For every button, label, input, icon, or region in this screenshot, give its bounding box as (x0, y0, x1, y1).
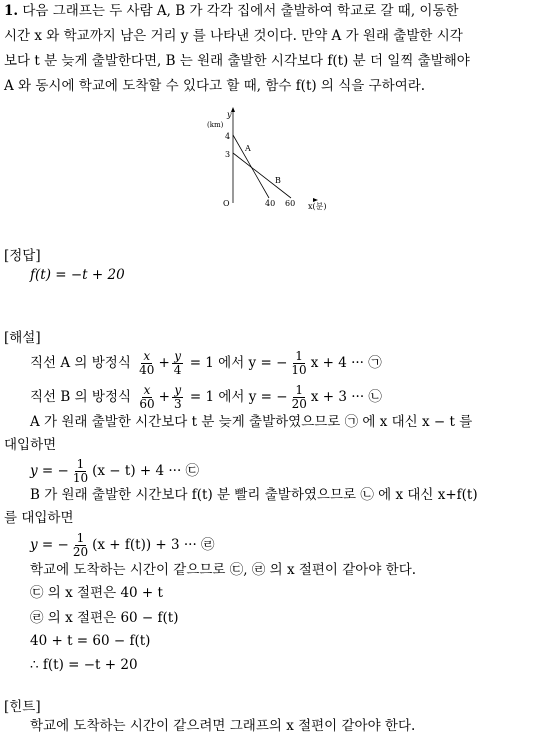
x-tick-60: 60 (285, 199, 296, 208)
y-tick-3: 3 (225, 150, 231, 159)
x-axis-label: x(분) (308, 202, 327, 211)
distance-time-graph (205, 105, 345, 215)
c-intercept: ㉢ 의 x 절편은 40 + t (30, 585, 163, 601)
x-tick-40: 40 (265, 199, 276, 208)
hint-header: [힌트] (4, 699, 41, 715)
line-b-label: B (275, 176, 281, 185)
y-tick-4: 4 (225, 132, 231, 141)
problem-number: 1. (4, 3, 19, 19)
y-axis-unit: (km) (207, 121, 224, 129)
y-axis-label: y (227, 110, 232, 119)
y-axis-arrow (231, 107, 235, 112)
line-a-equation: 직선 A 의 방정식 $\frac{x}{40}$ + $\frac{y}{4}$ = 1 에서 y = − $\frac{1}{10}$ x + 4 ··· ㉠ (30, 349, 382, 377)
problem-line-4: A 와 동시에 학교에 도착할 수 있다고 할 때, 함수 f(t) 의 식을 구하여라. (4, 78, 426, 94)
origin-label: O (223, 199, 230, 208)
same-time-statement: 학교에 도착하는 시간이 같으므로 ㉢, ㉣ 의 x 절편이 같아야 한다. (30, 562, 417, 578)
a-late-line-1: A 가 원래 출발한 시간보다 t 분 늦게 출발하였으므로 ㉠ 에 x 대신 x − t 를 (30, 414, 473, 430)
b-early-line-1: B 가 원래 출발한 시간보다 f(t) 분 빨리 출발하였으므로 ㉡ 에 x 대신 x+f(t) (30, 487, 478, 503)
line-a-label: A (245, 144, 251, 153)
line-b-equation: 직선 B 의 방정식 $\frac{x}{60}$ + $\frac{y}{3}$ = 1 에서 y = − $\frac{1}{20}$ x + 3 ··· ㉡ (30, 383, 382, 411)
answer-header: [정답] (4, 248, 41, 264)
problem-line-2: 시간 x 와 학교까지 남은 거리 y 를 나타낸 것이다. 만약 A 가 원래 출발한 시각 (4, 28, 463, 44)
d-intercept: ㉣ 의 x 절편은 60 − f(t) (30, 610, 179, 626)
solution-header: [해설] (4, 330, 41, 346)
equality: 40 + t = 60 − f(t) (30, 633, 151, 649)
problem-line-1: 1. 다음 그래프는 두 사람 A, B 가 각각 집에서 출발하여 학교로 갈 때, 이동한 (4, 3, 459, 19)
conclusion: ∴ f(t) = −t + 20 (30, 657, 138, 673)
line-b (233, 153, 291, 198)
equation-c: y = − $\frac{1}{10}$ (x − t) + 4 ··· ㉢ (30, 457, 200, 485)
problem-line-3: 보다 t 분 늦게 출발한다면, B 는 원래 출발한 시각보다 f(t) 분 더 일찍 출발해야 (4, 53, 470, 69)
hint-text: 학교에 도착하는 시간이 같으려면 그래프의 x 절편이 같아야 한다. (30, 718, 416, 734)
answer-formula: f(t) = −t + 20 (30, 267, 125, 283)
a-late-line-2: 대입하면 (4, 437, 57, 453)
b-early-line-2: 를 대입하면 (4, 510, 74, 526)
equation-d: y = − $\frac{1}{20}$ (x + f(t)) + 3 ··· ㉣ (30, 531, 215, 559)
